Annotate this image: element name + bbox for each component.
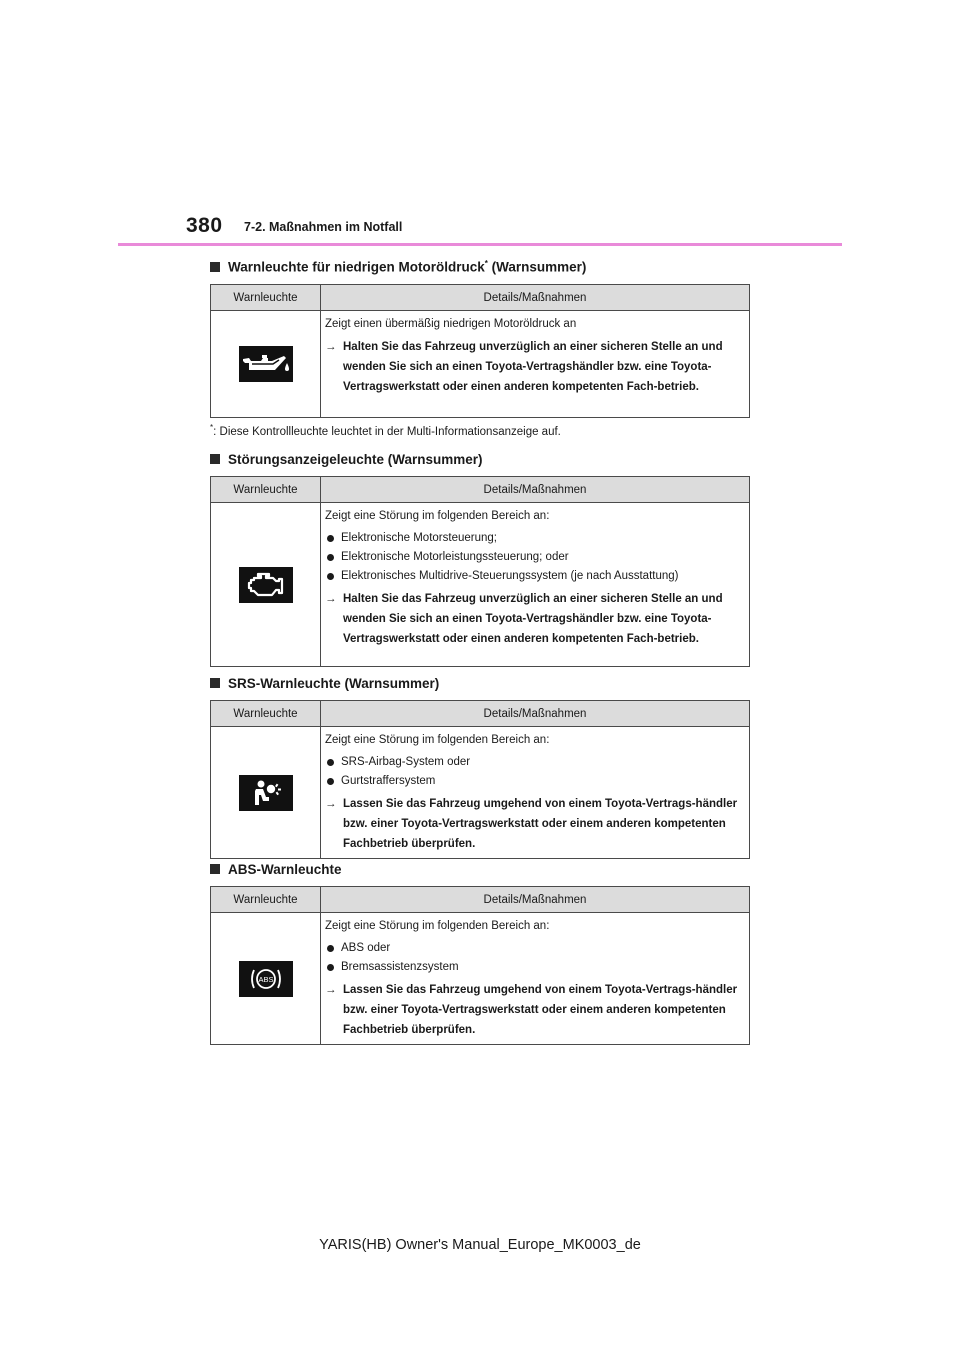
table-header-details: Details/Maßnahmen [321, 477, 750, 503]
details-lead: Zeigt eine Störung im folgenden Bereich an: [325, 510, 550, 522]
warning-table-abs [210, 886, 750, 1045]
square-bullet-icon [210, 864, 220, 874]
section-heading-malfunction: Störungsanzeigeleuchte (Warnsummer) [210, 452, 483, 467]
warning-table-srs [210, 700, 750, 859]
warning-table-malfunction [210, 476, 750, 667]
page-number: 380 [186, 214, 223, 237]
table-header-warnleuchte: Warnleuchte [211, 477, 321, 503]
details-lead: Zeigt eine Störung im folgenden Bereich an: [325, 920, 550, 932]
airbag-icon [239, 775, 293, 811]
arrow-right-icon: → [325, 593, 337, 605]
page-footer: YARIS(HB) Owner's Manual_Europe_MK0003_de [319, 1237, 641, 1253]
table-header-warnleuchte: Warnleuchte [211, 285, 321, 311]
section-heading-oil-pressure: Warnleuchte für niedrigen Motoröldruck* (Warnsummer) [210, 259, 586, 275]
header-rule [118, 243, 842, 246]
list-item: Elektronisches Multidrive-Steuerungssystem (je nach Ausstattung) [325, 567, 744, 586]
action-text: → Lassen Sie das Fahrzeug umgehend von einem Toyota-Vertrags-händler bzw. einer Toyota-Vertragswerkstatt oder einem anderen kompetenten Fachbetrieb überprüfen. [325, 794, 744, 854]
table-header-details: Details/Maßnahmen [321, 701, 750, 727]
action-text: → Lassen Sie das Fahrzeug umgehend von einem Toyota-Vertrags-händler bzw. einer Toyota-Vertragswerkstatt oder einem anderen kompetenten Fachbetrieb überprüfen. [325, 980, 744, 1040]
table-header-details: Details/Maßnahmen [321, 887, 750, 913]
footnote: *: Diese Kontrollleuchte leuchtet in der Multi-Informationsanzeige auf. [210, 423, 561, 438]
list-item: Bremsassistenzsystem [325, 958, 744, 977]
list-item: Elektronische Motorleistungssteuerung; oder [325, 548, 744, 567]
running-head: 7-2. Maßnahmen im Notfall [244, 220, 403, 234]
action-text: → Halten Sie das Fahrzeug unverzüglich an einer sicheren Stelle an und wenden Sie sich an einen Toyota-Vertragshändler bzw. eine Toyota-Vertragswerkstatt oder einen anderen kompetenten Fach-betrieb. [325, 337, 744, 397]
table-header-warnleuchte: Warnleuchte [211, 701, 321, 727]
square-bullet-icon [210, 454, 220, 464]
list-item: Elektronische Motorsteuerung; [325, 529, 744, 548]
square-bullet-icon [210, 678, 220, 688]
table-header-warnleuchte: Warnleuchte [211, 887, 321, 913]
list-item: ABS oder [325, 939, 744, 958]
abs-icon [239, 961, 293, 997]
arrow-right-icon: → [325, 341, 337, 353]
section-heading-srs: SRS-Warnleuchte (Warnsummer) [210, 676, 439, 691]
details-lead: Zeigt einen übermäßig niedrigen Motoröldruck an [325, 318, 577, 330]
arrow-right-icon: → [325, 984, 337, 996]
square-bullet-icon [210, 262, 220, 272]
engine-check-icon [239, 567, 293, 603]
details-lead: Zeigt eine Störung im folgenden Bereich an: [325, 734, 550, 746]
list-item: SRS-Airbag-System oder [325, 753, 744, 772]
action-text: → Halten Sie das Fahrzeug unverzüglich an einer sicheren Stelle an und wenden Sie sich an einen Toyota-Vertragshändler bzw. eine Toyota-Vertragswerkstatt oder einen anderen kompetenten Fach-betrieb. [325, 589, 744, 649]
warning-table-oil-pressure [210, 284, 750, 418]
abs-icon-label: ABS [257, 974, 274, 984]
list-item: Gurtstraffersystem [325, 772, 744, 791]
section-heading-abs: ABS-Warnleuchte [210, 862, 342, 877]
table-header-details: Details/Maßnahmen [321, 285, 750, 311]
oil-pressure-icon [239, 346, 293, 382]
arrow-right-icon: → [325, 798, 337, 810]
